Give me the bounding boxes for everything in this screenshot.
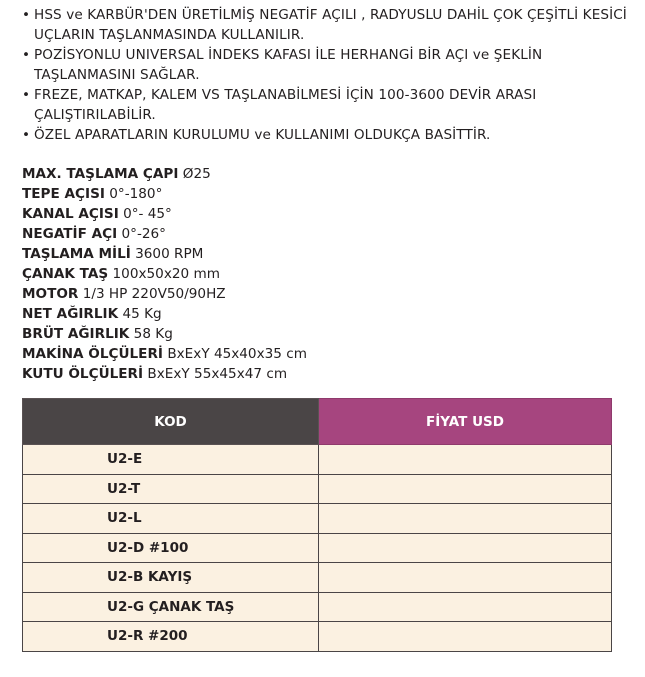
spec-motor [22, 284, 622, 304]
table-row [23, 622, 612, 652]
kod-header: KOD [23, 399, 319, 445]
spec-label: KANAL AÇISI [22, 206, 119, 222]
price-cell [319, 474, 612, 504]
spec-label: MOTOR [22, 286, 79, 302]
bullet-icon: • [22, 87, 31, 103]
price-cell [319, 445, 612, 475]
feature-item [22, 125, 632, 145]
kod-cell: U2-D #100 [23, 533, 319, 563]
table-row [23, 533, 612, 563]
feature-text: POZİSYONLU UNIVERSAL İNDEKS KAFASI İLE HERHANGİ BİR AÇI ve ŞEKLİN TAŞLANMASINI SAĞLAR. [34, 47, 543, 83]
spec-gross-weight [22, 324, 622, 344]
spec-value: 58 Kg [133, 326, 173, 342]
kod-cell: U2-B KAYIŞ [23, 563, 319, 593]
bullet-icon: • [22, 127, 31, 143]
price-cell [319, 504, 612, 534]
kod-cell: U2-L [23, 504, 319, 534]
bullet-icon: • [22, 7, 31, 23]
spec-value: 3600 RPM [135, 246, 204, 262]
spec-value: Ø25 [182, 166, 211, 182]
table-header-row [23, 399, 612, 445]
spec-label: NEGATİF AÇI [22, 226, 118, 242]
price-header: FİYAT USD [319, 399, 612, 445]
spec-value: 45 Kg [122, 306, 162, 322]
price-cell [319, 622, 612, 652]
spec-label: ÇANAK TAŞ [22, 266, 109, 282]
spec-spindle [22, 244, 622, 264]
spec-value: 0°-26° [121, 226, 166, 242]
spec-tip-angle [22, 184, 622, 204]
spec-label: MAX. TAŞLAMA ÇAPI [22, 166, 179, 182]
spec-value: 0°-180° [109, 186, 163, 202]
spec-net-weight [22, 304, 622, 324]
spec-machine-dimensions [22, 344, 622, 364]
spec-value: 0°- 45° [123, 206, 172, 222]
spec-value: 1/3 HP 220V50/90HZ [82, 286, 226, 302]
table-row [23, 563, 612, 593]
kod-cell: U2-G ÇANAK TAŞ [23, 592, 319, 622]
table-row [23, 474, 612, 504]
table-row [23, 445, 612, 475]
price-cell [319, 533, 612, 563]
bullet-icon: • [22, 47, 31, 63]
feature-text: HSS ve KARBÜR'DEN ÜRETİLMİŞ NEGATİF AÇILI , RADYUSLU DAHİL ÇOK ÇEŞİTLİ KESİCİ UÇLARIN TAŞLANMASINDA KULLANILIR. [34, 7, 627, 43]
table-row [23, 504, 612, 534]
spec-label: TAŞLAMA MİLİ [22, 246, 131, 262]
kod-cell: U2-E [23, 445, 319, 475]
feature-text: FREZE, MATKAP, KALEM VS TAŞLANABİLMESİ İÇİN 100-3600 DEVİR ARASI ÇALIŞTIRILABİLİR. [34, 87, 537, 123]
feature-item [22, 5, 632, 45]
spec-label: NET AĞIRLIK [22, 306, 119, 322]
feature-item [22, 45, 632, 85]
feature-text: ÖZEL APARATLARIN KURULUMU ve KULLANIMI OLDUKÇA BASİTTİR. [34, 127, 491, 143]
spec-label: MAKİNA ÖLÇÜLERİ [22, 346, 163, 362]
spec-label: KUTU ÖLÇÜLERİ [22, 366, 144, 382]
price-table [22, 398, 612, 652]
price-cell [319, 592, 612, 622]
price-cell [319, 563, 612, 593]
spec-list [22, 164, 622, 384]
spec-value: BxExY 45x40x35 cm [167, 346, 307, 362]
spec-box-dimensions [22, 364, 622, 384]
spec-value: 100x50x20 mm [112, 266, 220, 282]
spec-label: BRÜT AĞIRLIK [22, 326, 130, 342]
spec-label: TEPE AÇISI [22, 186, 105, 202]
spec-negative-angle [22, 224, 622, 244]
spec-max-grinding-diameter [22, 164, 622, 184]
kod-cell: U2-T [23, 474, 319, 504]
table-row [23, 592, 612, 622]
spec-cup-wheel [22, 264, 622, 284]
spec-groove-angle [22, 204, 622, 224]
spec-value: BxExY 55x45x47 cm [147, 366, 288, 382]
feature-item [22, 85, 632, 125]
feature-list [22, 5, 632, 145]
kod-cell: U2-R #200 [23, 622, 319, 652]
